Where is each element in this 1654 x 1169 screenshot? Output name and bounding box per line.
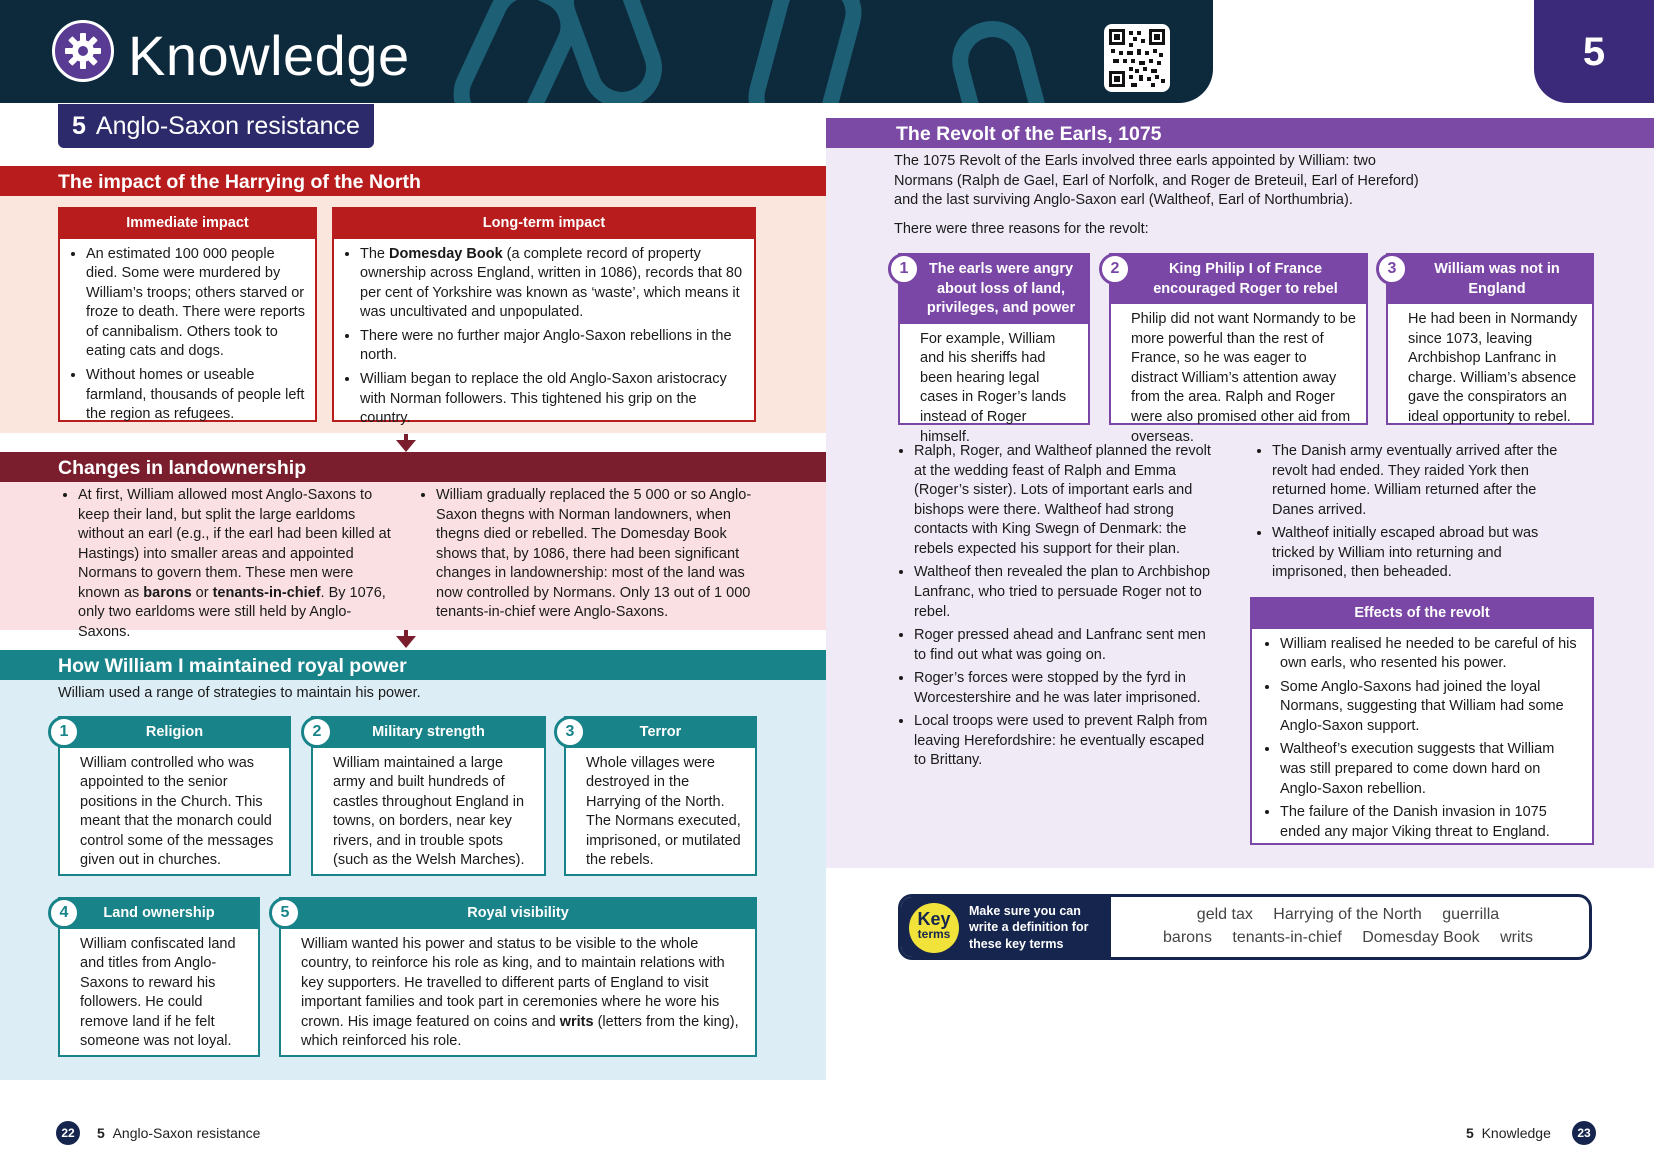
reason-box-1 — [898, 253, 1090, 445]
strategy-box-military — [311, 716, 546, 876]
gear-icon — [52, 20, 114, 82]
effects-list — [1260, 635, 1582, 843]
chapter-tag — [58, 104, 374, 148]
strategy-title: Royal visibility — [281, 899, 755, 929]
number-badge: 1 — [48, 716, 80, 748]
strategy-title: Terror — [566, 718, 755, 748]
key-term: barons — [1163, 929, 1212, 947]
revolt-events-right — [1252, 442, 1568, 587]
footer-chapter-left: 5 Anglo-Saxon resistance — [97, 1125, 261, 1141]
strategy-title: Religion — [60, 718, 289, 748]
number-badge: 3 — [554, 716, 586, 748]
landownership-left-column — [58, 486, 398, 647]
revolt-reasons-intro: There were three reasons for the revolt: — [894, 221, 1149, 237]
list-item: • Without homes or useable farmland, thousands of people left the region as refugees. — [86, 366, 305, 425]
list-item: • The failure of the Danish invasion in 1075 ended any major Viking threat to England. — [1280, 803, 1582, 842]
key-terms-panel — [898, 894, 1592, 960]
list-item: • Local troops were used to prevent Ralph from leaving Herefordshire: he eventually escaped to Brittany. — [914, 712, 1219, 771]
footer-page-number-left: 22 — [56, 1121, 80, 1145]
landownership-heading: Changes in landownership — [0, 452, 826, 482]
reason-title: King Philip I of France encouraged Roger to rebel — [1111, 255, 1366, 304]
list-item: • There were no further major Anglo-Saxon rebellions in the north. — [360, 327, 744, 366]
number-badge: 2 — [1099, 253, 1131, 285]
strategy-box-royal-visibility — [279, 897, 757, 1057]
harrying-heading: The impact of the Harrying of the North — [0, 166, 826, 196]
reason-text: Philip did not want Normandy to be more powerful than the rest of France, so he was eager to distract William’s attention away from the area. Ralph and Roger were also promised other aid from overseas. — [1131, 311, 1356, 445]
reason-title: The earls were angry about loss of land, privileges, and power — [900, 255, 1088, 324]
key-terms-list — [1113, 903, 1583, 949]
reason-box-3 — [1386, 253, 1594, 425]
strategy-text: William wanted his power and status to be visible to the whole country, to reinforce his role as king, and to maintain relations with key supporters. He travelled to different parts of England to visit important families and took part in ceremonies where he wore his crown. His image featured on coins and writs (letters from the king), which reinforced his role. — [301, 935, 739, 1050]
list-item: • William realised he needed to be careful of his own earls, who resented his power. — [1280, 635, 1582, 674]
long-term-impact-title: Long-term impact — [334, 209, 754, 239]
list-item: • Waltheof initially escaped abroad but was tricked by William into returning and imprisoned, then beheaded. — [1272, 524, 1568, 583]
flow-arrow-icon — [396, 636, 416, 648]
list-item: • An estimated 100 000 people died. Some were murdered by William’s troops; others starved or froze to death. There were reports of cannibalism. Others took to eating cats and dogs. — [86, 245, 305, 362]
number-badge: 4 — [48, 897, 80, 929]
strategy-text: William maintained a large army and built hundreds of castles throughout England in towns, on borders, near key rivers, and in trouble spots (such as the Welsh Marches). — [333, 754, 525, 869]
list-item: • Roger pressed ahead and Lanfranc sent men to find out what was going on. — [914, 626, 1219, 665]
number-badge: 3 — [1376, 253, 1408, 285]
key-terms-header — [901, 897, 1111, 957]
chapter-number: 5 — [72, 112, 86, 140]
number-badge: 1 — [888, 253, 920, 285]
long-term-impact-list — [340, 245, 744, 429]
landownership-right-column — [416, 486, 756, 627]
strategy-box-terror — [564, 716, 757, 876]
royal-power-heading: How William I maintained royal power — [0, 650, 826, 680]
immediate-impact-list — [66, 245, 305, 425]
revolt-intro: The 1075 Revolt of the Earls involved three earls appointed by William: two Normans (Ralph de Gael, Earl of Norfolk, and Roger de Breteuil, Earl of Hereford) and the last surviving Anglo-Saxon earl (Waltheof, Earl of Northumbria). — [894, 153, 1419, 209]
key-term: guerrilla — [1442, 906, 1500, 923]
footer-page-number-right: 23 — [1572, 1121, 1596, 1145]
list-item: • Ralph, Roger, and Waltheof planned the revolt at the wedding feast of Ralph and Emma (Roger’s sister). Lots of important earls and bishops were there. Waltheof had strong contacts with King Swegn of Denmark: the rebels expected his support for their plan. — [914, 442, 1219, 559]
list-item: • At first, William allowed most Anglo-Saxons to keep their land, but split the large earldoms without an earl (e.g., if the earl had been killed at Hastings) into smaller areas and appointed Normans to govern them. These men were known as barons or tenants-in-chief. By 1076, only two earldoms were still held by Anglo-Saxons. — [78, 486, 398, 643]
revolt-heading: The Revolt of the Earls, 1075 — [826, 118, 1654, 148]
key-term: Harrying of the North — [1273, 906, 1422, 923]
key-term: geld tax — [1196, 906, 1253, 923]
list-item: • William gradually replaced the 5 000 or so Anglo-Saxon thegns with Norman landowners, when thegns died or rebelled. The Domesday Book shows that, by 1086, there had been significant changes in landownership: most of the land was now controlled by Normans. Only 13 out of 1 000 tenants-in-chief were Anglo-Saxons. — [436, 486, 756, 623]
key-term: tenants-in-chief — [1232, 929, 1342, 947]
strategy-text: Whole villages were destroyed in the Harrying of the North. The Normans executed, imprisoned, or mutilated the rebels. — [586, 754, 741, 869]
immediate-impact-title: Immediate impact — [60, 209, 315, 239]
reason-box-2 — [1109, 253, 1368, 445]
number-badge: 5 — [269, 897, 301, 929]
long-term-impact-box — [332, 207, 756, 427]
list-item: • The Danish army eventually arrived after the revolt had ended. They raided York then returned home. William returned after the Danes arrived. — [1272, 442, 1568, 520]
number-badge: 2 — [301, 716, 333, 748]
list-item: • Some Anglo-Saxons had joined the loyal Normans, suggesting that William had some Anglo-Saxon support. — [1280, 678, 1582, 737]
list-item: • Waltheof’s execution suggests that William was still prepared to come down hard on Anglo-Saxon rebellion. — [1280, 740, 1582, 799]
immediate-impact-box — [58, 207, 317, 422]
revolt-events-left — [894, 442, 1219, 775]
chapter-number-tab: 5 — [1534, 0, 1654, 103]
brush-stroke-decoration — [943, 12, 1057, 103]
footer-chapter-right: 5 Knowledge — [1466, 1125, 1551, 1141]
reason-text: For example, William and his sheriffs had been hearing legal cases in Roger’s lands instead of Roger himself. — [920, 330, 1067, 445]
key-term: Domesday Book — [1362, 929, 1480, 947]
strategy-title: Land ownership — [60, 899, 258, 929]
qr-code-icon[interactable] — [1104, 24, 1170, 92]
key-terms-instruction: Make sure you can write a definition for these key terms — [969, 904, 1089, 951]
strategy-text: William controlled who was appointed to the senior positions in the Church. This meant that the monarch could control some of the messages given out in churches. — [80, 754, 274, 869]
list-item: • The Domesday Book (a complete record of property ownership across England, written in 1086), records that 80 per cent of Yorkshire was known as ‘waste’, which means it was uncultivated and unpopulated. — [360, 245, 744, 323]
flow-arrow-icon — [396, 440, 416, 452]
strategy-title: Military strength — [313, 718, 544, 748]
page-title: Knowledge — [128, 24, 410, 87]
key-terms-badge: Key terms — [909, 903, 959, 953]
reason-title: William was not in England — [1388, 255, 1592, 304]
strategy-text: William confiscated land and titles from Anglo-Saxons to reward his followers. He could remove land if he felt someone was not loyal. — [80, 935, 236, 1050]
list-item: • William began to replace the old Anglo-Saxon aristocracy with Norman followers. This tightened his grip on the country. — [360, 370, 744, 429]
effects-title: Effects of the revolt — [1252, 599, 1592, 629]
strategy-box-religion — [58, 716, 291, 876]
list-item: • Roger’s forces were stopped by the fyrd in Worcestershire and he was later imprisoned. — [914, 669, 1219, 708]
brush-stroke-decoration — [740, 0, 871, 103]
strategy-box-land-ownership — [58, 897, 260, 1057]
list-item: • Waltheof then revealed the plan to Archbishop Lanfranc, who tried to persuade Roger not to rebel. — [914, 563, 1219, 622]
key-term: writs — [1500, 929, 1533, 947]
effects-box — [1250, 597, 1594, 845]
royal-power-intro: William used a range of strategies to maintain his power. — [58, 685, 421, 701]
chapter-title: Anglo-Saxon resistance — [95, 112, 360, 140]
reason-text: He had been in Normandy since 1073, leaving Archbishop Lanfranc in charge. William’s absence gave the conspirators an ideal opportunity to rebel. — [1408, 311, 1578, 425]
